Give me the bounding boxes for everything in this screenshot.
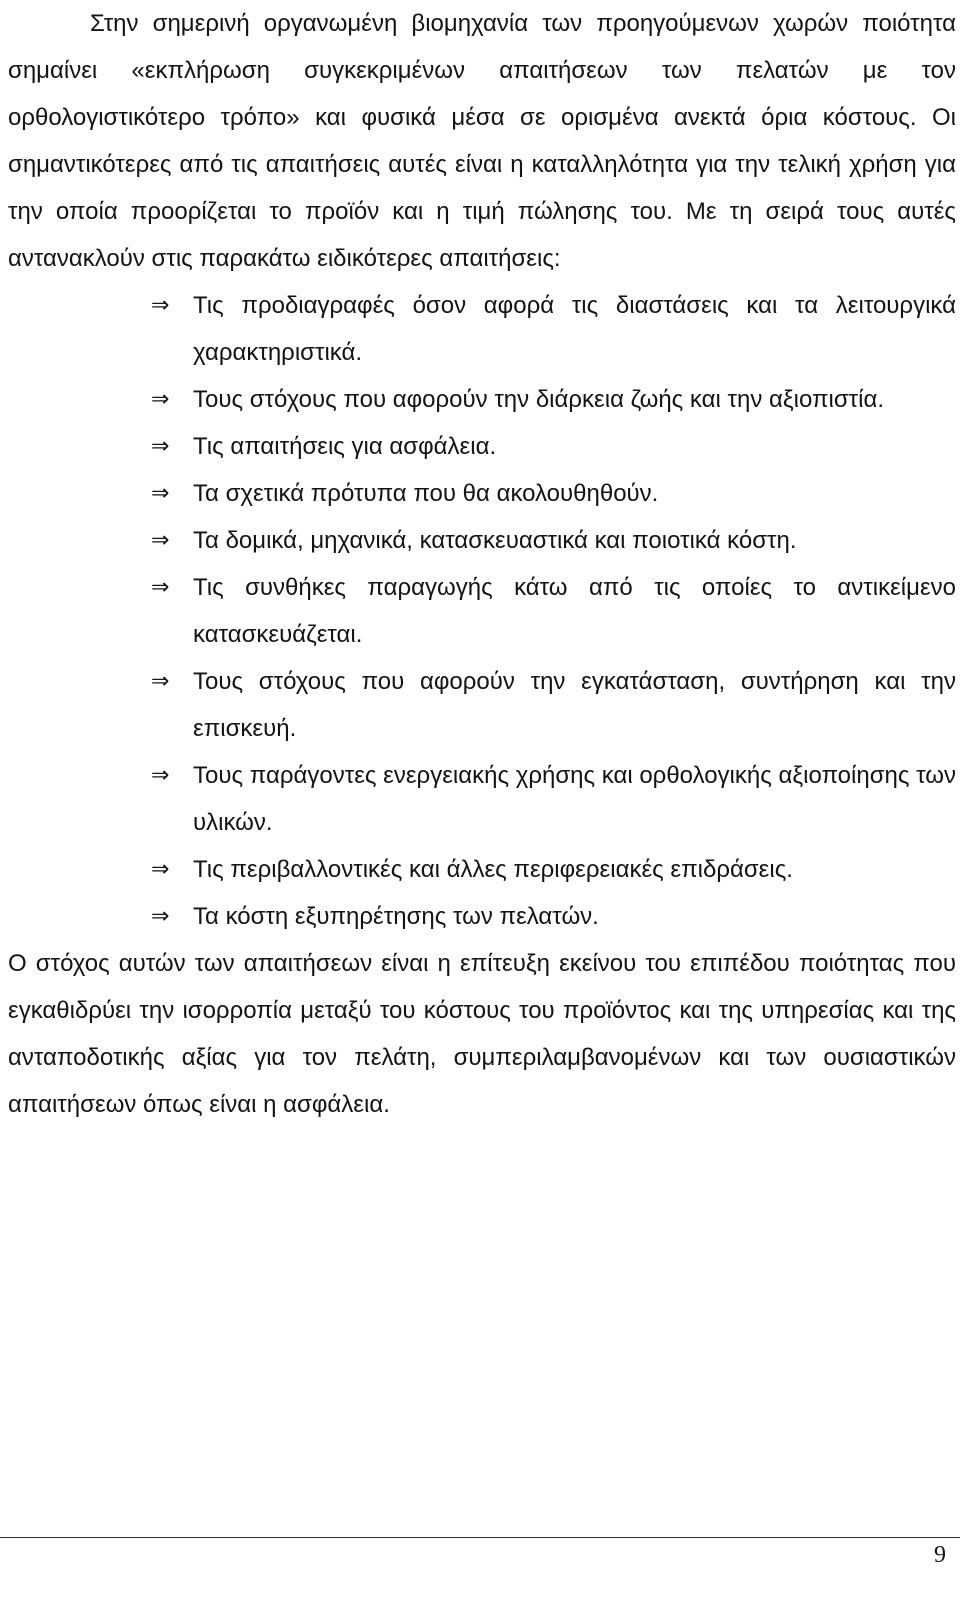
list-item [151, 752, 956, 846]
list-item-text: Τις απαιτήσεις για ασφάλεια. [193, 433, 497, 460]
list-item-text: Τα σχετικά πρότυπα που θα ακολουθηθούν. [193, 480, 659, 507]
list-item-text: Τις περιβαλλοντικές και άλλες περιφερειακές επιδράσεις. [193, 856, 793, 883]
list-item-text: Τους παράγοντες ενεργειακής χρήσης και ορθολογικής αξιοποίησης των υλικών. [193, 762, 956, 836]
footer-divider [0, 1537, 960, 1538]
list-item [151, 376, 956, 423]
document-page [8, 0, 956, 1128]
list-item [151, 423, 956, 470]
list-item [151, 470, 956, 517]
double-arrow-bullet-icon: ⇒ [151, 387, 170, 412]
double-arrow-bullet-icon: ⇒ [151, 528, 170, 553]
requirements-list [8, 282, 956, 940]
double-arrow-bullet-icon: ⇒ [151, 669, 170, 694]
list-item-text: Τους στόχους που αφορούν την εγκατάσταση, συντήρηση και την επισκευή. [193, 668, 956, 742]
list-item [151, 564, 956, 658]
double-arrow-bullet-icon: ⇒ [151, 575, 170, 600]
double-arrow-bullet-icon: ⇒ [151, 481, 170, 506]
list-item-text: Τα κόστη εξυπηρέτησης των πελατών. [193, 903, 599, 930]
list-item-text: Τους στόχους που αφορούν την διάρκεια ζωής και την αξιοπιστία. [193, 386, 885, 413]
list-item-text: Τις συνθήκες παραγωγής κάτω από τις οποίες το αντικείμενο κατασκευάζεται. [193, 574, 956, 648]
list-item [151, 846, 956, 893]
double-arrow-bullet-icon: ⇒ [151, 293, 170, 318]
list-item [151, 282, 956, 376]
list-item [151, 517, 956, 564]
conclusion-paragraph: Ο στόχος αυτών των απαιτήσεων είναι η επίτευξη εκείνου του επιπέδου ποιότητας που εγκαθιδρύει την ισορροπία μεταξύ του κόστους του προϊόντος και της υπηρεσίας και της ανταποδοτικής αξίας για τον πελάτη, συμπεριλαμβανομένων και των ουσιαστικών απαιτήσεων όπως είναι η ασφάλεια. [8, 950, 956, 1118]
list-item-text: Τα δομικά, μηχανικά, κατασκευαστικά και ποιοτικά κόστη. [193, 527, 797, 554]
double-arrow-bullet-icon: ⇒ [151, 904, 170, 929]
double-arrow-bullet-icon: ⇒ [151, 763, 170, 788]
list-item-text: Τις προδιαγραφές όσον αφορά τις διαστάσεις και τα λειτουργικά χαρακτηριστικά. [193, 292, 956, 366]
double-arrow-bullet-icon: ⇒ [151, 857, 170, 882]
intro-paragraph: Στην σημερινή οργανωμένη βιομηχανία των προηγούμενων χωρών ποιότητα σημαίνει «εκπλήρωση συγκεκριμένων απαιτήσεων των πελατών με τον ορθολογιστικότερο τρόπο» και φυσικά μέσα σε ορισμένα ανεκτά όρια κόστους. Οι σημαντικότερες από τις απαιτήσεις αυτές είναι η καταλληλότητα για την τελική χρήση για την οποία προορίζεται το προϊόν και η τιμή πώλησης του. Με τη σειρά τους αυτές αντανακλούν στις παρακάτω ειδικότερες απαιτήσεις: [8, 10, 956, 272]
page-number: 9 [934, 1542, 946, 1568]
list-item [151, 893, 956, 940]
double-arrow-bullet-icon: ⇒ [151, 434, 170, 459]
list-item [151, 658, 956, 752]
